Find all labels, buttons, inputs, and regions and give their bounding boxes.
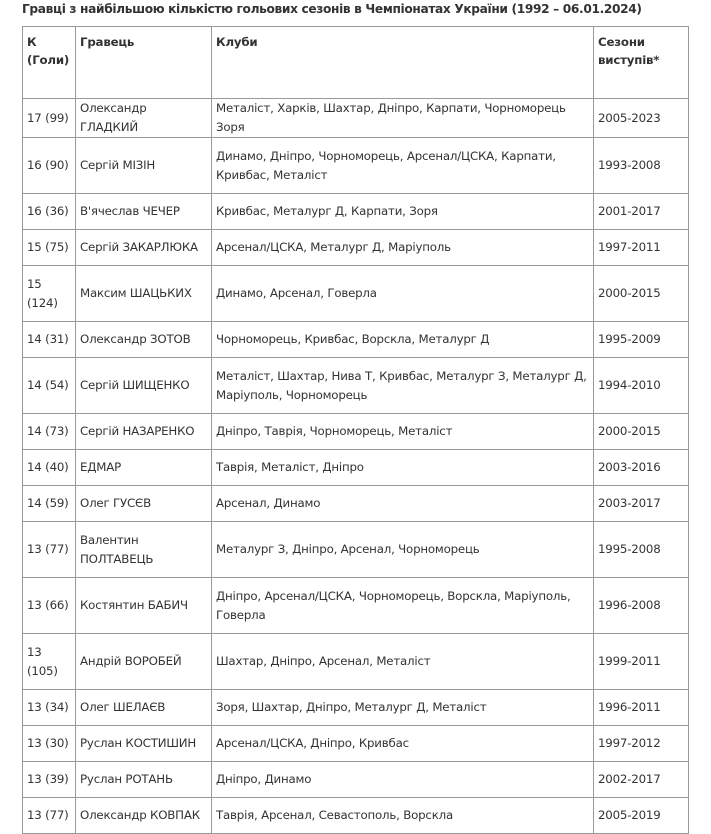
cell-seasons: 1995-2009 xyxy=(594,322,689,358)
cell-seasons: 2003-2016 xyxy=(594,450,689,486)
cell-k-goals: 16 (90) xyxy=(23,138,76,194)
cell-player: Олександр ГЛАДКИЙ xyxy=(76,99,212,138)
cell-clubs: Дніпро, Таврія, Чорноморець, Металіст xyxy=(212,414,594,450)
cell-clubs: Динамо, Дніпро, Чорноморець, Арсенал/ЦСКА, Карпати, Кривбас, Металіст xyxy=(212,138,594,194)
cell-k-goals: 15 (124) xyxy=(23,266,76,322)
cell-k-goals: 13 (66) xyxy=(23,578,76,634)
cell-seasons: 1997-2011 xyxy=(594,230,689,266)
cell-k-goals: 13 (105) xyxy=(23,634,76,690)
table-row xyxy=(23,266,689,322)
cell-k-goals: 15 (75) xyxy=(23,230,76,266)
cell-player: Руслан КОСТИШИН xyxy=(76,726,212,762)
cell-player: Андрій ВОРОБЕЙ xyxy=(76,634,212,690)
cell-seasons: 2005-2019 xyxy=(594,798,689,834)
cell-clubs: Шахтар, Дніпро, Арсенал, Металіст xyxy=(212,634,594,690)
cell-k-goals: 14 (31) xyxy=(23,322,76,358)
cell-player: В'ячеслав ЧЕЧЕР xyxy=(76,194,212,230)
cell-player: Максим ШАЦЬКИХ xyxy=(76,266,212,322)
cell-seasons: 1997-2012 xyxy=(594,726,689,762)
cell-clubs: Кривбас, Металург Д, Карпати, Зоря xyxy=(212,194,594,230)
cell-seasons: 2002-2017 xyxy=(594,762,689,798)
cell-player: Сергій ЗАКАРЛЮКА xyxy=(76,230,212,266)
table-row xyxy=(23,450,689,486)
cell-clubs: Металіст, Шахтар, Нива Т, Кривбас, Металург З, Металург Д, Маріуполь, Чорноморець xyxy=(212,358,594,414)
cell-seasons: 2000-2015 xyxy=(594,414,689,450)
cell-player: Сергій ШИЩЕНКО xyxy=(76,358,212,414)
cell-player: Олександр КОВПАК xyxy=(76,798,212,834)
cell-k-goals: 13 (77) xyxy=(23,522,76,578)
table-row xyxy=(23,414,689,450)
cell-clubs: Металіст, Харків, Шахтар, Дніпро, Карпати, Чорноморець Зоря xyxy=(212,99,594,138)
cell-seasons: 2003-2017 xyxy=(594,486,689,522)
table-row xyxy=(23,194,689,230)
cell-clubs: Зоря, Шахтар, Дніпро, Металург Д, Металіст xyxy=(212,690,594,726)
cell-clubs: Дніпро, Динамо xyxy=(212,762,594,798)
cell-k-goals: 13 (30) xyxy=(23,726,76,762)
table-row xyxy=(23,798,689,834)
cell-k-goals: 14 (73) xyxy=(23,414,76,450)
header-player: Гравець xyxy=(76,27,212,99)
cell-seasons: 1996-2011 xyxy=(594,690,689,726)
page-title: Гравці з найбільшою кількістю гольових сезонів в Чемпіонатах України (1992 – 06.01.2024) xyxy=(22,2,642,16)
cell-player: Олександр ЗОТОВ xyxy=(76,322,212,358)
cell-clubs: Таврія, Арсенал, Севастополь, Ворскла xyxy=(212,798,594,834)
cell-player: Валентин ПОЛТАВЕЦЬ xyxy=(76,522,212,578)
cell-clubs: Чорноморець, Кривбас, Ворскла, Металург Д xyxy=(212,322,594,358)
cell-k-goals: 17 (99) xyxy=(23,99,76,138)
cell-seasons: 1995-2008 xyxy=(594,522,689,578)
cell-clubs: Арсенал, Динамо xyxy=(212,486,594,522)
cell-player: Руслан РОТАНЬ xyxy=(76,762,212,798)
header-k-label: К xyxy=(27,35,37,49)
cell-player: Олег ШЕЛАЄВ xyxy=(76,690,212,726)
cell-seasons: 1994-2010 xyxy=(594,358,689,414)
header-k-goals xyxy=(23,27,76,99)
cell-k-goals: 13 (34) xyxy=(23,690,76,726)
header-goals-label: (Голи) xyxy=(27,53,70,67)
cell-clubs: Арсенал/ЦСКА, Металург Д, Маріуполь xyxy=(212,230,594,266)
cell-player: ЕДМАР xyxy=(76,450,212,486)
cell-k-goals: 14 (40) xyxy=(23,450,76,486)
header-clubs: Клуби xyxy=(212,27,594,99)
table-row xyxy=(23,99,689,138)
cell-seasons: 2005-2023 xyxy=(594,99,689,138)
header-seasons xyxy=(594,27,689,99)
cell-clubs: Металург З, Дніпро, Арсенал, Чорноморець xyxy=(212,522,594,578)
cell-seasons: 2001-2017 xyxy=(594,194,689,230)
table-row xyxy=(23,138,689,194)
table-row xyxy=(23,358,689,414)
cell-player: Сергій НАЗАРЕНКО xyxy=(76,414,212,450)
table-row xyxy=(23,486,689,522)
cell-seasons: 2000-2015 xyxy=(594,266,689,322)
header-seasons-sub-label: виступів* xyxy=(598,53,660,67)
cell-clubs: Арсенал/ЦСКА, Дніпро, Кривбас xyxy=(212,726,594,762)
cell-k-goals: 14 (59) xyxy=(23,486,76,522)
cell-clubs: Динамо, Арсенал, Говерла xyxy=(212,266,594,322)
cell-k-goals: 16 (36) xyxy=(23,194,76,230)
cell-seasons: 1999-2011 xyxy=(594,634,689,690)
cell-seasons: 1996-2008 xyxy=(594,578,689,634)
cell-clubs: Дніпро, Арсенал/ЦСКА, Чорноморець, Ворскла, Маріуполь, Говерла xyxy=(212,578,594,634)
cell-player: Костянтин БАБИЧ xyxy=(76,578,212,634)
cell-k-goals: 13 (77) xyxy=(23,798,76,834)
table-row xyxy=(23,230,689,266)
cell-player: Сергій МІЗІН xyxy=(76,138,212,194)
table-row xyxy=(23,726,689,762)
cell-clubs: Таврія, Металіст, Дніпро xyxy=(212,450,594,486)
cell-player: Олег ГУСЄВ xyxy=(76,486,212,522)
table-row xyxy=(23,762,689,798)
table-row xyxy=(23,578,689,634)
table-row xyxy=(23,634,689,690)
cell-seasons: 1993-2008 xyxy=(594,138,689,194)
seasons-table xyxy=(22,26,689,834)
table-row xyxy=(23,690,689,726)
cell-k-goals: 14 (54) xyxy=(23,358,76,414)
table-header-row xyxy=(23,27,689,99)
header-seasons-label: Сезони xyxy=(598,35,645,49)
table-row xyxy=(23,522,689,578)
cell-k-goals: 13 (39) xyxy=(23,762,76,798)
table-row xyxy=(23,322,689,358)
